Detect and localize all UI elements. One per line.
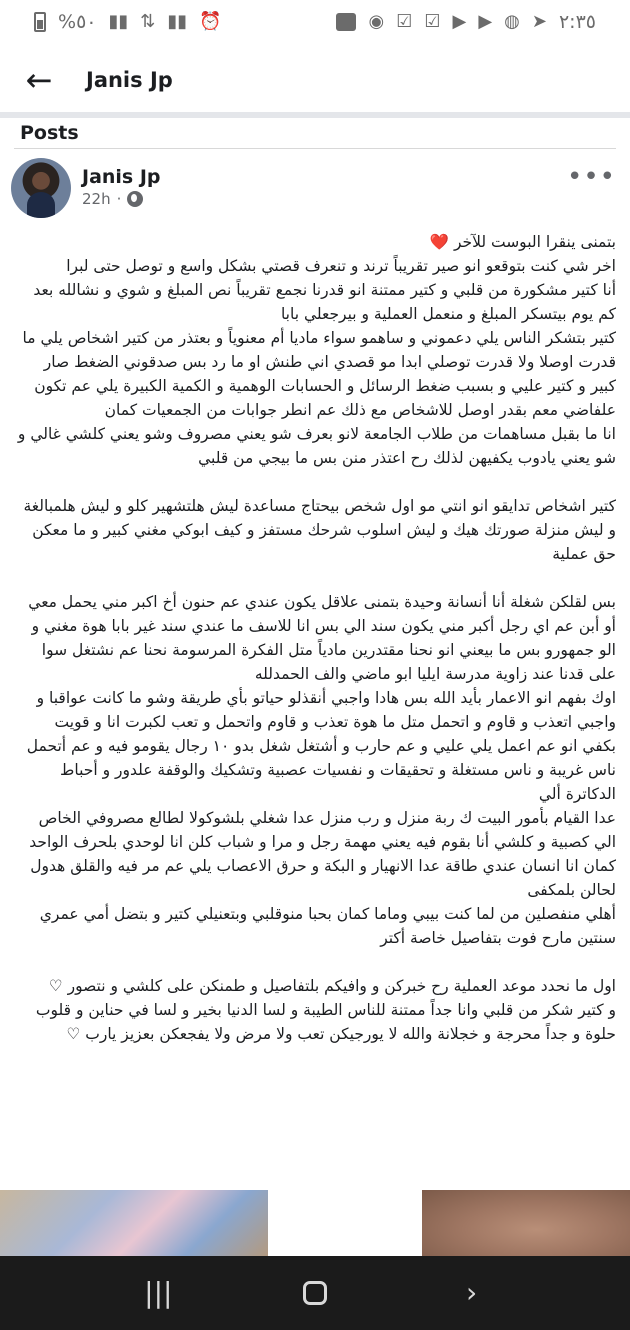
post-author[interactable]: Janis Jp (82, 166, 161, 188)
post-paragraph: انا ما بقبل مساهمات من طلاب الجامعة لانو بعرف شو يعني مصروف وشو يعني كلشي غالي و شو يعني يادوب يكفيهن لذلك رح اعتذر منن بس ما بيجي من قلبي (17, 425, 616, 467)
post-paragraph: اخر شي كنت بتوقعو انو صير تقريباً ترند و تنعرف قصتي بشكل واسع و توصل حتى لبرا (66, 257, 616, 275)
post-paragraph: بتمنى ينقرا البوست للآخر ❤️ (429, 233, 616, 251)
telegram-icon: ➤ (531, 11, 547, 32)
signal-icon: ▮▮ (167, 11, 188, 32)
post-paragraph: أنا كتير مشكورة من قلبي و كتير ممتنة انو قدرنا نجمع تقريباً نص المبلغ و شوي و نشالله بعد كم يوم بيتسكر المبلغ و منعمل العملية و بيرجعلي بابا (33, 281, 616, 323)
status-bar-left (34, 11, 222, 33)
avatar[interactable] (11, 158, 71, 218)
post-paragraph: كتير اشخاص تدايقو انو انتي مو اول شخص بيحتاج مساعدة ليش هلتشهير كلو و ليش هلمبالغة و ليش منزلة صورتك هيك و ليش اسلوب شرحك مستفز و كيف ابوكي مغني كبير و ما معكن حق عملية (23, 497, 616, 563)
post-meta (82, 190, 143, 208)
status-bar-right (336, 11, 596, 33)
post-images (0, 1190, 630, 1256)
post-paragraph: بس لقلكن شغلة أنا أنسانة وحيدة بتمنى علاقل يكون عندي عم حنون أخ اكبر مني يحمل معي أو أبن عم اي رجل أكبر مني يكون سند الي بس انا للاسف ما عندي سند غير بابا هوة مغني و الو جمهورو بس ما بيعني انو نحنا مقتدرين مادياً متل الفكرة المرسومة نحنا عم نشتغل سوا على قدنا عند زاوية مدرسة ايليا ابو ماضي والف الحمدلله (28, 593, 616, 683)
data-icon: ⇅ (140, 11, 156, 32)
globe-icon (127, 191, 143, 207)
page-title: Janis Jp (86, 68, 173, 92)
meta-separator: · (116, 190, 122, 208)
post-paragraph: كتير بتشكر الناس يلي دعموني و ساهمو سواء ماديا أم معنوياً و بعتذر من كتير اشخاص يلي ما قدرت اوصلا ولا قدرت توصلي ابدا مو قصدي اني طنش او ما رد بس صدقوني الضغط صار كبير و كتير عليي و بسبب ضغط الرسائل و الحسابات الوهمية و الكمية الكبيرة يلي عم تكون علفاضي معم بقدر اوصل للاشخاص مع ذلك عم انطر جوابات من الجمعيات كمان (22, 329, 616, 419)
post-paragraph: اول ما نحدد موعد العملية رح خبركن و وافيكم بلتفاصيل و طمنكن على كلشي و نتصور ♡ (48, 977, 616, 995)
post-paragraph: أهلي منفصلين من لما كنت بيبي وماما كمان بحبا منوقلبي وبتعنيلي كتير و بتضل أمي عمري سنتين مارح فوت بتفاصيل خاصة أكتر (39, 905, 616, 947)
check-icon: ☑ (396, 11, 413, 32)
status-time: ٢:٣٥ (558, 11, 596, 33)
post-paragraph: و كتير شكر من قلبي وانا جداً ممتنة للناس الطيبة و لسا الدنيا بخير و لسا في حناين و قلوب حلوة و جداً محرجة و خجلانة والله لا يورجيكن تعب ولا مرض ولا يفجعكن بعزيز يارب ♡ (35, 1001, 616, 1043)
battery-percent: %٥٠ (58, 11, 97, 33)
post-paragraph: اوك بفهم انو الاعمار بأيد الله بس هادا واجبي أنقذلو حياتو بأي طريقة وشو ما كانت عواقبا و واجبي اتعذب و قاوم و اتحمل متل ما هوة تعذب و قاوم واتحمل و تعب لكبرت انا و قويت (36, 689, 616, 731)
post-paragraph: عدا القيام بأمور البيت ك ربة منزل و رب منزل عدا شغلي بلشوكولا لطالع مصروفي الخاص الي كصبية و كلشي أنا بقوم فيه يعني مهمة رجل و مرا و شباب كلن انا لوحدي بلحرف الواحد كمان انا انسان عندي طاقة عدا الانهيار و البكة و حرق الاعصاب يلي عم مر فيه والقلق هدول لحالن بلمكفى (29, 809, 616, 899)
post-paragraph: بكفي انو عم اعمل يلي عليي و عم حارب و أشتغل شغل بدو ١٠ رجال يقومو فيه و عم أتحمل ناس غريبة و ناس مستغلة و تحقيقات و نفسيات عصبية وتشكيك والوقفة علدور و أحباط الدكاترة ألي (26, 737, 616, 803)
alarm-icon: ⏰ (199, 11, 222, 32)
app-header (0, 50, 630, 110)
post-photo[interactable] (0, 1190, 268, 1256)
youtube-icon: ▶ (478, 11, 493, 32)
home-icon (303, 1281, 327, 1305)
post-text (14, 230, 616, 1046)
messenger-icon: ◍ (504, 11, 520, 32)
more-options-icon[interactable]: ••• (566, 162, 616, 192)
status-bar (0, 0, 630, 44)
gallery-icon (336, 13, 356, 31)
battery-icon (34, 12, 46, 32)
check-icon: ☑ (424, 11, 441, 32)
back-nav-icon[interactable]: › (466, 1276, 478, 1309)
signal-icon: ▮▮ (108, 11, 129, 32)
post-time[interactable]: 22h (82, 190, 111, 208)
recents-icon[interactable]: ||| (144, 1276, 173, 1309)
system-nav-bar (0, 1256, 630, 1330)
divider (0, 112, 630, 118)
home-button[interactable] (285, 1273, 345, 1313)
post-photo[interactable] (422, 1190, 630, 1256)
section-title: Posts (20, 122, 79, 144)
divider (14, 148, 616, 149)
wifi-icon: ◉ (368, 11, 385, 32)
back-arrow-icon[interactable]: ← (25, 61, 53, 99)
youtube-icon: ▶ (452, 11, 467, 32)
